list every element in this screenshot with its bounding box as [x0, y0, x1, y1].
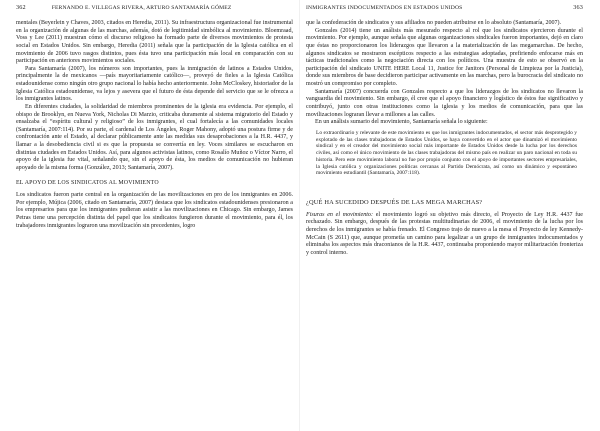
paragraph: Gonzales (2014) tiene un análisis más mesurado respecto al rol que los sindicatos ejercieron durante el movimiento. Por ejemplo, aunque señala que algunas organizaciones sindicales fueron importantes, dejó en claro que éstas no proporcionaron los liderazgos que llevaron a la materialización de las megamarchas. De hecho, algunos sindicatos se mostraron escépticos respecto a las estrategias adoptadas, prefiriendo enfocarse más en tácticas tradicionales como la negociación directa con los políticos. Una muestra de esto se observó en la participación del sindicato UNITE HERE Local 11, Justice for Janitors (Personal de Limpieza por la Justicia), donde sus miembros de base decidieron participar activamente en las marchas, pero la burocracia del sindicato no mostró un compromiso por completo. — [306, 27, 583, 87]
block-quote — [316, 130, 577, 177]
right-page — [306, 0, 583, 431]
left-running-header — [16, 4, 293, 14]
left-body-text — [16, 20, 293, 230]
paragraph — [306, 212, 583, 258]
paragraph: que la confederación de sindicatos y sus afiliados no pueden atribuirse en lo absoluto (Santamaría, 2007). — [306, 20, 562, 26]
paragraph: Los sindicatos fueron parte central en la organización de las movilizaciones en pro de los inmigrantes en 2006. Por ejemplo, Mújica (2006, citado en Santamaría, 2007) destaca que los sindicatos estadounidenses presionaron a los empresarios para que los inmigrantes pudieran asistir a las movilizaciones en Chicago. Sin embargo, James Petras tiene una percepción distinta del papel que los sindicatos fungieron durante el movimiento, para él, los trabajadores inmigrantes lograron una movilización sin precedentes, logro — [16, 192, 293, 229]
paragraph: En diferentes ciudades, la solidaridad de miembros prominentes de la iglesia era evidencia. Por ejemplo, el obispo de Brooklyn, en Nueva York, Nicholas Di Marzio, criticaba duramente al sistema migratorio del Estado y ensalzaba el “espíritu cultural y religioso” de los inmigrantes, el cual fortalecía a las comunidades locales (Santamaría, 2007:114). Por su parte, el cardenal de Los Ángeles, Roger Mahony, adoptó una postura firme y de confrontación ante el Estado, al declarar públicamente ante las medidas sus desaprobaciones a la H.R. 4437, y llamar a la desobediencia civil si es que la propuesta se convertía en ley. Voces similares se escucharon en distintas ciudades en Estados Unidos. Así, para algunos activistas latinos, como Rosalío Muñoz o Víctor Narro, el apoyo de la iglesia fue vital, señalando que, sin el apoyo de ésta, los medios de comunicación no hubieran apoyado de la misma forma (González, 2013; Santamaría, 2007). — [16, 103, 293, 171]
right-running-head-text: INMIGRANTES INDOCUMENTADOS EN ESTADOS UNIDOS — [306, 5, 463, 11]
right-page-number: 363 — [573, 4, 583, 11]
paragraph: En un análisis sumario del movimiento, Santamaría señala lo siguiente: — [315, 119, 488, 126]
left-running-head-text: FERNANDO E. VILLEGAS RIVERA, ARTURO SANTAMARÍA GÓMEZ — [51, 5, 232, 11]
left-page-number: 362 — [16, 4, 26, 11]
paragraph: Santamaría (2007) concuerda con Gonzales respecto a que los liderazgos de los sindicatos no llevaron la vanguardia del movimiento. Sin embargo, él cree que el apoyo financiero y logístico de éstos fue significativo y contribuyó, junto con otras instituciones como la iglesia y los medios de comunicación, para que las movilizaciones lograran llevar a millones a las calles. — [306, 88, 583, 118]
section-heading: ¿QUÉ HA SUCEDIDO DESPUÉS DE LAS MEGA MARCHAS? — [306, 199, 483, 206]
section-heading: EL APOYO DE LOS SINDICATOS AL MOVIMIENTO — [16, 179, 159, 186]
italic-lead: Fisuras en el movimiento: — [306, 211, 373, 218]
paragraph: Para Santamaría (2007), los números son importantes, pues la inmigración de latinos a Estados Unidos, principalmente la de mexicanos —país mayoritariamente católico—, proveyó de fieles a la Iglesia Católica estadounidense como ningún otro grupo nacional lo había hecho anteriormente. John McCloskey, historiador de la Iglesia Católica estadounidense, va lejos y asevera que el futuro de ésta depende del servicio que se le ofrezca a los inmigrantes latinos. — [16, 65, 293, 103]
paragraph-rest: el movimiento logró su objetivo más directo, el Proyecto de Ley H.R. 4437 fue rechazado. Sin embargo, después de las protestas multitudinarias de 2006, el movimiento de la lucha por los derechos de los inmigrantes se había frenado. El Congreso trajo de nuevo a la mesa el Proyecto de ley Kennedy-McCain (S 2611) que, aunque prometía un camino para legalizar a un grupo de inmigrantes indocumentados y eliminaba los aspectos más draconianos de la H.R. 4437, continuaba proponiendo mayor militarización fronteriza y control interno. — [306, 211, 583, 256]
right-running-header — [306, 4, 583, 14]
quote-text: Lo extraordinario y relevante de este movimiento es que los inmigrantes indocumentados, el sector más desprotegido y explotado de las clases trabajadoras de Estados Unidos, se haya convertido en el actor que dinamizó el movimiento sindical y en el creador del movimiento social más importante de Estados Unidos desde la lucha por los derechos civiles, así como el único movimiento de las clases trabajadoras del mismo país en realizar un paro nacional en toda su historia. Pero este movimiento laboral no fue por propio conjunto con el apoyo de importantes sectores empresariales, la Iglesia católica y organizaciones políticas cercanas al Partido Demócrata, así como un dinámico y espontáneo movimiento estudiantil (Santamaría, 2007:118). — [316, 129, 577, 177]
gutter-divider — [299, 0, 300, 431]
right-body-text — [306, 20, 583, 257]
left-page — [16, 0, 293, 431]
paragraph: mentales (Beyerlein y Chaves, 2003, citados en Heredia, 2011). Su infraestructura organizacional fue instrumental en la organización de algunas de las marchas, además, dotó de legitimidad simbólica al movimiento. Bloemraad, Voss y Lee (2011) muestran cómo el discurso religioso ha formado parte de diversos movimientos de protesta social en Estados Unidos. Sin embargo, Heredia (2011) señala que la participación de la Iglesia católica en el movimiento de 2006 tuvo rasgos distintos, pues ésta tuvo una participación más local en comparación con su participación en anteriores movimientos sociales. — [16, 20, 293, 65]
